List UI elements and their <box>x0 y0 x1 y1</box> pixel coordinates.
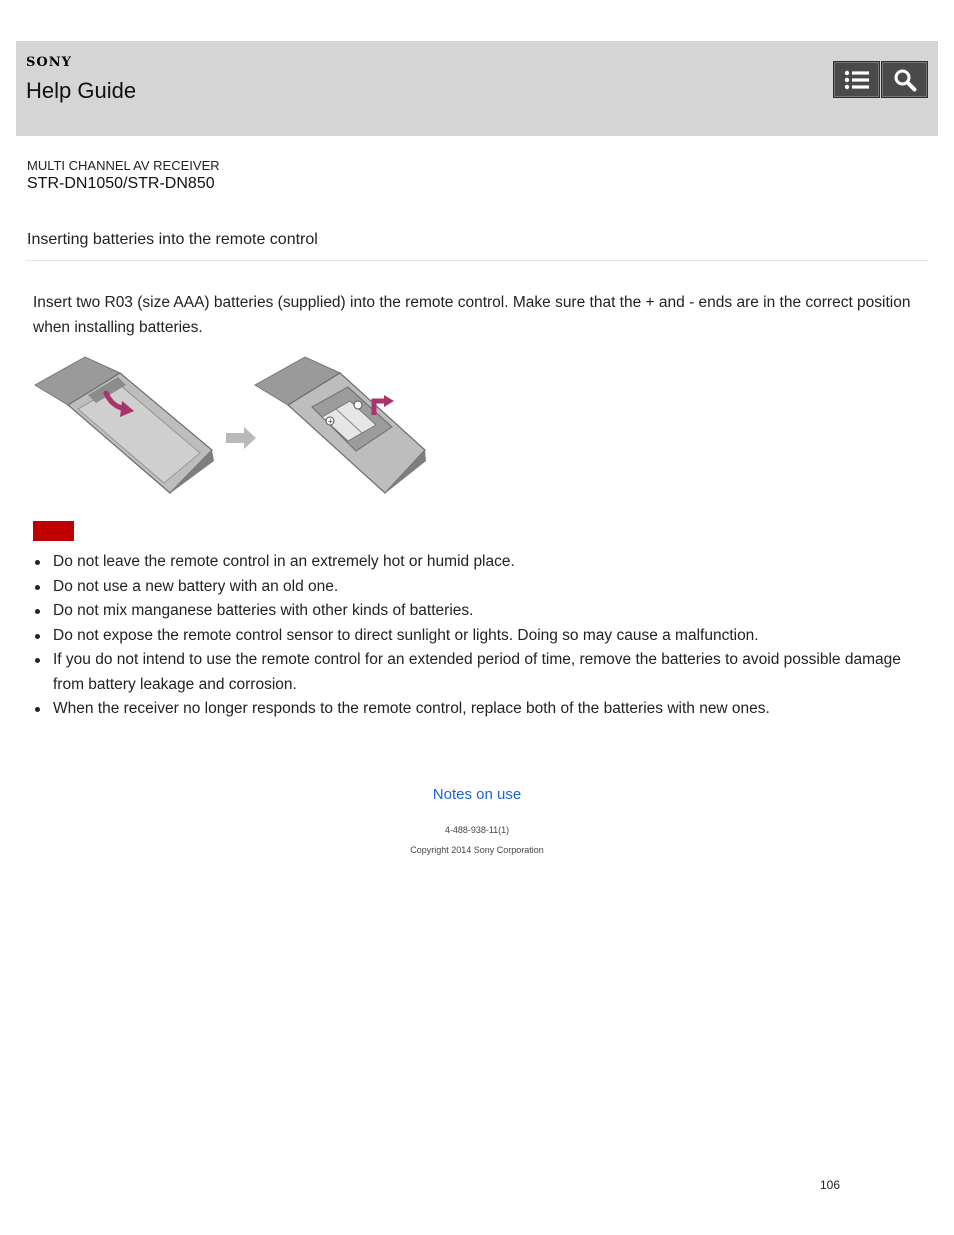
note-badge <box>33 521 74 541</box>
list-icon <box>844 69 870 91</box>
page-number: 106 <box>820 1178 841 1192</box>
document-number: 4-488-938-11(1) <box>444 825 510 835</box>
notes-on-use-link[interactable]: Notes on use <box>432 786 522 803</box>
battery-insertion-illustration <box>30 355 430 497</box>
list-item: When the receiver no longer responds to the remote control, replace both of the batteries with new ones. <box>33 697 923 722</box>
list-item: Do not mix manganese batteries with other kinds of batteries. <box>33 599 923 624</box>
intro-paragraph: Insert two R03 (size AAA) batteries (supplied) into the remote control. Make sure that the + and - ends are in the correct position when installing batteries. <box>33 294 911 336</box>
copyright: Copyright 2014 Sony Corporation <box>410 845 544 855</box>
list-item: Do not expose the remote control sensor to direct sunlight or lights. Doing so may cause a malfunction. <box>33 624 923 649</box>
search-button[interactable] <box>881 61 928 98</box>
topic-title: Inserting batteries into the remote control <box>27 231 318 248</box>
remote-back-cover-closed <box>35 357 214 493</box>
remote-battery-compartment-open <box>255 357 426 493</box>
list-item: Do not use a new battery with an old one. <box>33 575 923 600</box>
help-guide-title: Help Guide <box>26 78 137 103</box>
toc-menu-button[interactable] <box>833 61 880 98</box>
title-divider <box>26 260 928 261</box>
svg-text:+: + <box>327 417 334 426</box>
product-model: STR-DN1050/STR-DN850 <box>27 175 215 192</box>
product-category: MULTI CHANNEL AV RECEIVER <box>27 158 220 173</box>
sony-logo: SONY <box>26 55 72 70</box>
list-item: If you do not intend to use the remote control for an extended period of time, remove the batteries to avoid possible damage from battery leakage and corrosion. <box>33 648 923 697</box>
header-bar <box>16 41 938 136</box>
search-icon <box>893 68 917 92</box>
notes-list <box>33 550 923 722</box>
step-arrow-icon <box>226 427 256 449</box>
list-item: Do not leave the remote control in an extremely hot or humid place. <box>33 550 923 575</box>
